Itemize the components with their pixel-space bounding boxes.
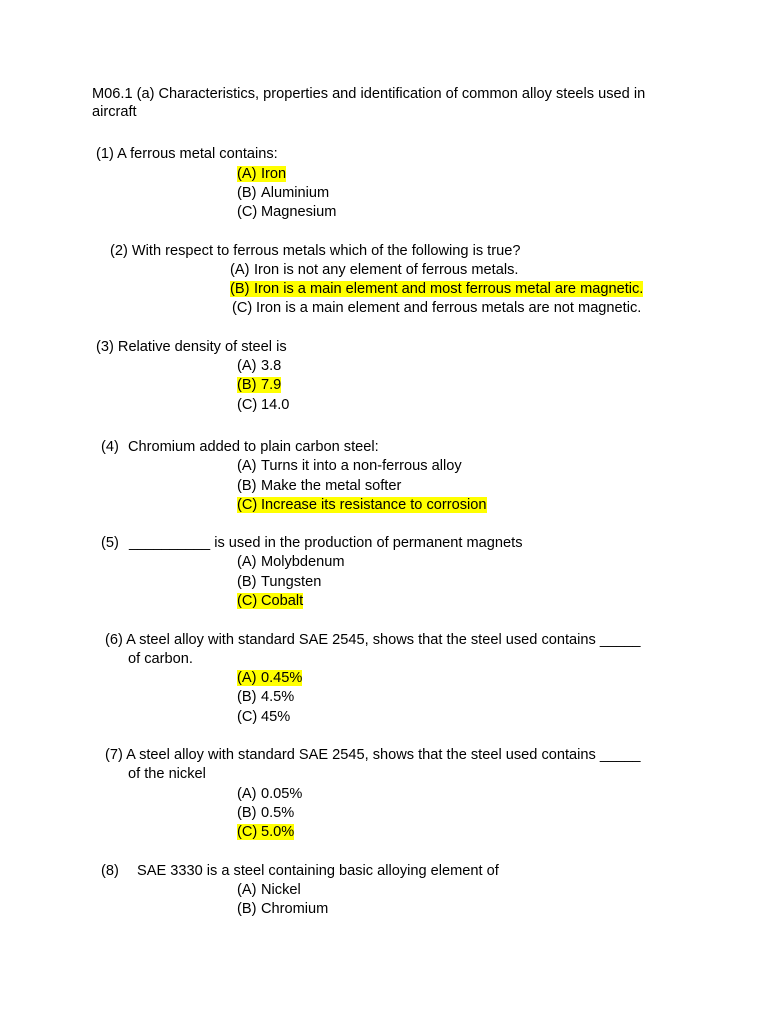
option-5b xyxy=(237,573,321,592)
option-3c xyxy=(237,396,289,415)
option-text: 0.5% xyxy=(261,805,295,821)
option-1b xyxy=(237,184,329,203)
option-text: 0.05% xyxy=(261,786,303,802)
question-number: (4) xyxy=(101,439,119,455)
option-letter: (C) xyxy=(237,497,258,513)
question-text: A ferrous metal contains: xyxy=(117,146,278,162)
option-letter: (B) xyxy=(237,478,257,494)
answer-highlight xyxy=(237,377,281,393)
answer-highlight xyxy=(237,593,303,609)
option-letter: (C) xyxy=(232,300,253,316)
question-7 xyxy=(105,746,640,765)
question-text: With respect to ferrous metals which of the following is true? xyxy=(131,243,521,259)
question-number: (1) xyxy=(96,146,114,162)
option-1a xyxy=(237,165,286,184)
option-4a xyxy=(237,457,462,476)
option-text: 4.5% xyxy=(261,689,295,705)
question-1 xyxy=(96,145,278,164)
question-text: SAE 3330 is a steel containing basic alloying element of xyxy=(137,863,499,879)
option-text: 14.0 xyxy=(261,397,290,413)
option-4b xyxy=(237,477,401,496)
option-7b xyxy=(237,804,294,823)
question-2 xyxy=(110,242,520,261)
question-text: __________ is used in the production of permanent magnets xyxy=(129,535,523,551)
option-7a xyxy=(237,785,302,804)
option-letter: (B) xyxy=(237,901,257,917)
option-text: Iron is not any element of ferrous metals. xyxy=(254,262,519,278)
page-title: M06.1 (a) Characteristics, properties and identification of common alloy steels used in aircraft xyxy=(92,86,646,120)
option-8a xyxy=(237,881,301,900)
option-text: Chromium xyxy=(261,901,329,917)
question-7-continuation: of the nickel xyxy=(128,766,206,782)
option-text: Increase its resistance to corrosion xyxy=(261,497,487,513)
option-letter: (B) xyxy=(237,574,257,590)
question-number: (8) xyxy=(101,863,119,879)
question-6 xyxy=(105,631,640,650)
option-text: Make the metal softer xyxy=(261,478,402,494)
option-text: 45% xyxy=(261,709,291,725)
option-3a xyxy=(237,357,281,376)
option-text: Molybdenum xyxy=(261,554,345,570)
option-letter: (C) xyxy=(237,204,258,220)
option-text: Tungsten xyxy=(261,574,322,590)
option-letter: (B) xyxy=(237,377,257,393)
question-text: Chromium added to plain carbon steel: xyxy=(128,439,379,455)
answer-highlight xyxy=(237,670,302,686)
option-2a xyxy=(230,261,518,280)
question-3 xyxy=(96,338,287,357)
option-letter: (C) xyxy=(237,709,258,725)
question-number: (5) xyxy=(101,535,119,551)
option-letter: (C) xyxy=(237,397,258,413)
option-6a xyxy=(237,669,302,688)
option-letter: (C) xyxy=(237,593,258,609)
option-letter: (A) xyxy=(237,882,257,898)
option-text: 3.8 xyxy=(261,358,282,374)
option-text: Iron is a main element and ferrous metals are not magnetic. xyxy=(256,300,642,316)
option-text: Iron xyxy=(261,166,287,182)
question-text: A steel alloy with standard SAE 2545, shows that the steel used contains _____ xyxy=(126,747,641,763)
question-text: A steel alloy with standard SAE 2545, shows that the steel used contains _____ xyxy=(126,632,641,648)
option-text: 5.0% xyxy=(261,824,295,840)
answer-highlight xyxy=(237,497,487,513)
option-letter: (A) xyxy=(237,786,257,802)
question-number: (6) xyxy=(105,632,123,648)
option-5a xyxy=(237,553,345,572)
option-7c xyxy=(237,823,294,842)
question-number: (2) xyxy=(110,243,128,259)
option-2c xyxy=(232,299,641,318)
question-5 xyxy=(101,534,523,553)
option-letter: (A) xyxy=(237,554,257,570)
option-letter: (B) xyxy=(237,805,257,821)
option-8b xyxy=(237,900,328,919)
option-6c xyxy=(237,708,290,727)
option-letter: (B) xyxy=(237,689,257,705)
option-text: Cobalt xyxy=(261,593,304,609)
option-text: Turns it into a non-ferrous alloy xyxy=(261,458,462,474)
option-letter: (A) xyxy=(237,166,257,182)
question-number: (3) xyxy=(96,339,114,355)
answer-highlight xyxy=(237,824,294,840)
question-number: (7) xyxy=(105,747,123,763)
option-text: Nickel xyxy=(261,882,301,898)
option-4c xyxy=(237,496,487,515)
answer-highlight xyxy=(237,166,286,182)
option-letter: (B) xyxy=(237,185,257,201)
option-text: Iron is a main element and most ferrous metal are magnetic. xyxy=(254,281,644,297)
question-text: Relative density of steel is xyxy=(117,339,287,355)
option-5c xyxy=(237,592,303,611)
option-text: 0.45% xyxy=(261,670,303,686)
option-text: Aluminium xyxy=(261,185,330,201)
option-2b xyxy=(230,280,643,299)
option-letter: (C) xyxy=(237,824,258,840)
option-3b xyxy=(237,376,281,395)
option-letter: (B) xyxy=(230,281,250,297)
option-letter: (A) xyxy=(230,262,250,278)
option-letter: (A) xyxy=(237,670,257,686)
option-1c xyxy=(237,203,336,222)
question-4 xyxy=(101,438,379,457)
option-letter: (A) xyxy=(237,458,257,474)
question-8 xyxy=(101,862,499,881)
question-6-continuation: of carbon. xyxy=(128,651,193,667)
answer-highlight xyxy=(230,281,643,297)
option-text: 7.9 xyxy=(261,377,282,393)
option-6b xyxy=(237,688,294,707)
option-text: Magnesium xyxy=(261,204,337,220)
option-letter: (A) xyxy=(237,358,257,374)
